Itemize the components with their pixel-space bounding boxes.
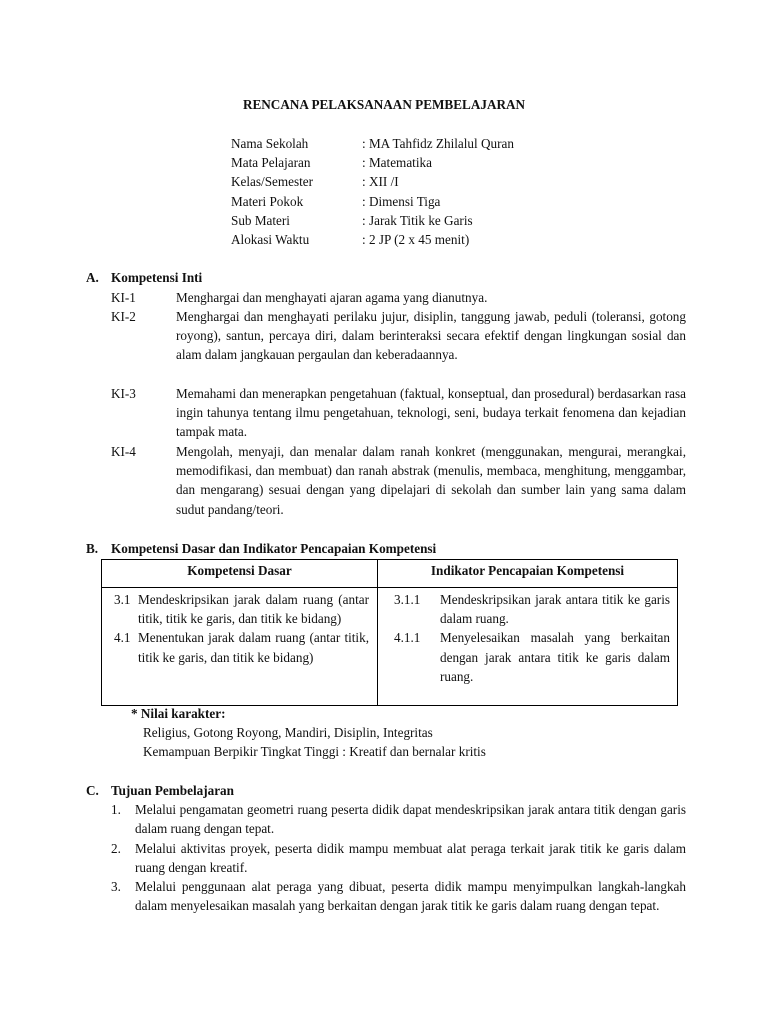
document-title: RENCANA PELAKSANAAN PEMBELAJARAN (242, 97, 526, 112)
tujuan-number: 3. (111, 879, 121, 894)
tujuan-item (111, 800, 686, 838)
col-header-kd: Kompetensi Dasar (102, 560, 378, 587)
kd-number: 4.1 (114, 630, 131, 646)
identity-row (231, 211, 514, 230)
identity-label: Kelas/Semester (231, 174, 314, 190)
ki-item (111, 442, 686, 519)
ki-item (111, 307, 686, 365)
identity-row (231, 172, 514, 191)
identity-value: : XII /I (362, 174, 399, 190)
identity-label: Sub Materi (231, 212, 290, 228)
section-letter: B. (86, 541, 99, 556)
section-title: Kompetensi Dasar dan Indikator Pencapaian Kompetensi (111, 541, 437, 556)
ki-text: Menghargai dan menghayati perilaku jujur, disiplin, tanggung jawab, peduli (toleransi, gotong royong), santun, percaya diri, dalam berinteraksi secara efektif dengan lingkungan sosial dan alam dalam jangkauan pergaulan dan keberadaannya. (176, 309, 686, 363)
ipk-item (394, 590, 670, 628)
identity-value: : 2 JP (2 x 45 menit) (362, 231, 470, 247)
ipk-number: 4.1.1 (394, 630, 421, 646)
tujuan-text: Melalui aktivitas proyek, peserta didik mampu membuat alat peraga terkait jarak titik ke garis dalam ruang dengan kreatif. (135, 841, 686, 876)
identity-row (231, 192, 514, 211)
table-header-row (102, 560, 677, 588)
ipk-item (394, 628, 670, 686)
identity-label: Nama Sekolah (231, 136, 309, 151)
kd-ipk-table (101, 559, 678, 706)
ki-text: Memahami dan menerapkan pengetahuan (faktual, konseptual, dan prosedural) berdasarkan rasa ingin tahunya tentang ilmu pengetahuan, teknologi, seni, budaya terkait fenomena dan kejadian tampak mata. (176, 386, 686, 440)
ipk-cell (378, 588, 677, 706)
identity-row (231, 153, 514, 172)
nilai-karakter (131, 704, 486, 762)
ipk-text: Menyelesaikan masalah yang berkaitan dengan jarak antara titik ke garis dalam ruang. (440, 630, 670, 684)
tujuan-number: 1. (111, 802, 121, 817)
tujuan-item (111, 839, 686, 877)
kd-number: 3.1 (114, 592, 131, 607)
ki-item (111, 384, 686, 442)
identity-label: Materi Pokok (231, 193, 304, 209)
tujuan-text: Melalui penggunaan alat peraga yang dibuat, peserta didik mampu menyimpulkan langkah-langkah dalam menyelesaikan masalah yang berkaitan dengan jarak titik ke garis dalam ruang dengan tepat. (135, 879, 686, 914)
tujuan-number: 2. (111, 841, 121, 856)
nilai-line: Religius, Gotong Royong, Mandiri, Disiplin, Integritas (143, 725, 433, 741)
ki-code: KI-1 (111, 290, 136, 305)
identity-label: Mata Pelajaran (231, 155, 311, 171)
identity-label: Alokasi Waktu (231, 231, 310, 247)
section-b-heading (86, 539, 436, 558)
nilai-heading: * Nilai karakter: (131, 706, 226, 721)
ki-text: Menghargai dan menghayati ajaran agama yang dianutnya. (176, 290, 488, 305)
ki-text: Mengolah, menyaji, dan menalar dalam ranah konkret (menggunakan, mengurai, merangkai, memodifikasi, dan membuat) dan ranah abstrak (menulis, membaca, menghitung, menggambar, dan mengarang) sesuai dengan yang dipelajari di sekolah dan sumber lain yang sama dalam sudut pandang/teori. (176, 444, 686, 517)
identity-value: : Matematika (362, 155, 432, 171)
identity-value: : Dimensi Tiga (362, 193, 441, 209)
section-title: Kompetensi Inti (111, 270, 203, 285)
ipk-number: 3.1.1 (394, 592, 421, 607)
kd-text: Menentukan jarak dalam ruang (antar titik, titik ke garis, dan titik ke bidang) (138, 630, 369, 665)
section-c-heading (86, 781, 234, 800)
section-letter: C. (86, 783, 99, 798)
kd-item (114, 628, 369, 666)
identity-value: : Jarak Titik ke Garis (362, 212, 473, 228)
col-header-ipk: Indikator Pencapaian Kompetensi (430, 563, 625, 578)
ki-code: KI-2 (111, 309, 136, 324)
identity-table (231, 134, 514, 249)
ki-item (111, 288, 686, 307)
ki-code: KI-3 (111, 386, 136, 401)
nilai-line: Kemampuan Berpikir Tingkat Tinggi : Kreatif dan bernalar kritis (143, 744, 486, 760)
kd-text: Mendeskripsikan jarak dalam ruang (antar titik, titik ke garis, dan titik ke bidang) (138, 592, 369, 627)
identity-value: : MA Tahfidz Zhilalul Quran (362, 136, 514, 151)
table-body-row (102, 588, 677, 706)
kd-cell (102, 588, 378, 706)
kd-item (114, 590, 369, 628)
section-a-heading (86, 268, 202, 287)
identity-row (231, 134, 514, 153)
section-title: Tujuan Pembelajaran (111, 783, 234, 798)
ki-code: KI-4 (111, 444, 136, 459)
ipk-text: Mendeskripsikan jarak antara titik ke garis dalam ruang. (440, 592, 670, 627)
tujuan-item (111, 877, 686, 915)
identity-row (231, 230, 514, 249)
tujuan-text: Melalui pengamatan geometri ruang peserta didik dapat mendeskripsikan jarak antara titik dengan garis dalam ruang dengan tepat. (135, 802, 686, 837)
section-letter: A. (86, 270, 99, 285)
